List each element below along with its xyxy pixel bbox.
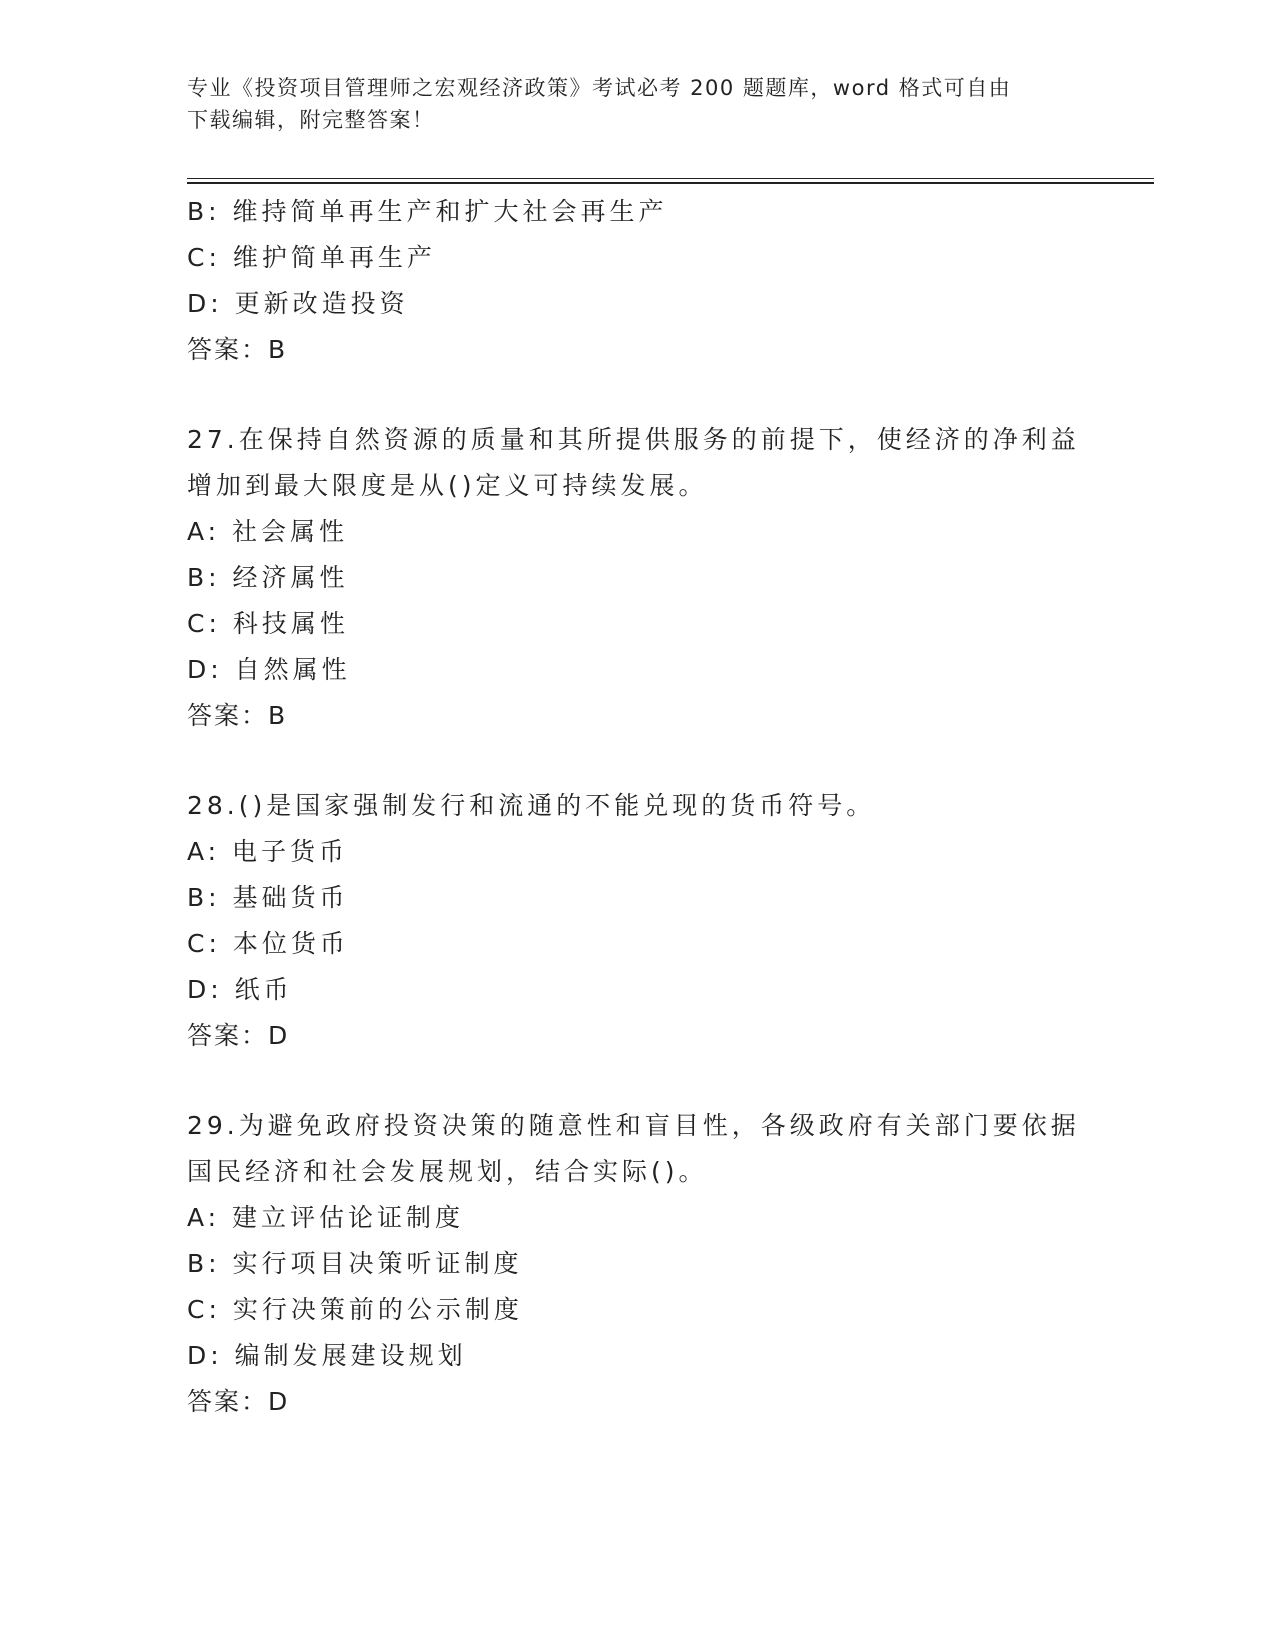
- document-header: [187, 72, 1087, 136]
- option-a: A: 电子货币: [187, 837, 349, 866]
- question-stem: 28.()是国家强制发行和流通的不能兑现的货币符号。: [187, 791, 876, 820]
- option-b: B: 维持简单再生产和扩大社会再生产: [187, 197, 668, 226]
- option-c: C: 科技属性: [187, 609, 349, 638]
- header-line-2: 下载编辑，附完整答案！: [187, 108, 435, 132]
- question-spacer: [187, 739, 1087, 783]
- option-d: D: 纸币: [187, 975, 293, 1004]
- option-b: B: 经济属性: [187, 563, 349, 592]
- header-divider-thick: [187, 182, 1154, 184]
- question-28: [187, 783, 1087, 1059]
- question-spacer: [187, 1059, 1087, 1103]
- option-a: A: 建立评估论证制度: [187, 1203, 465, 1232]
- option-d: D: 编制发展建设规划: [187, 1341, 467, 1370]
- question-26: [187, 189, 1087, 373]
- question-27: [187, 417, 1087, 739]
- question-list: [187, 189, 1087, 1425]
- question-stem-cont: 增加到最大限度是从()定义可持续发展。: [187, 471, 708, 500]
- answer: 答案：B: [187, 701, 288, 730]
- option-b: B: 实行项目决策听证制度: [187, 1249, 523, 1278]
- option-c: C: 实行决策前的公示制度: [187, 1295, 523, 1324]
- answer: 答案：B: [187, 335, 288, 364]
- question-stem: 27.在保持自然资源的质量和其所提供服务的前提下，使经济的净利益: [187, 425, 1080, 454]
- option-b: B: 基础货币: [187, 883, 349, 912]
- option-d: D: 更新改造投资: [187, 289, 409, 318]
- question-29: [187, 1103, 1087, 1425]
- question-spacer: [187, 373, 1087, 417]
- option-d: D: 自然属性: [187, 655, 351, 684]
- question-stem-cont: 国民经济和社会发展规划，结合实际()。: [187, 1157, 708, 1186]
- option-c: C: 维护简单再生产: [187, 243, 436, 272]
- option-c: C: 本位货币: [187, 929, 349, 958]
- option-a: A: 社会属性: [187, 517, 349, 546]
- header-line-1: 专业《投资项目管理师之宏观经济政策》考试必考 200 题题库，word 格式可自由: [187, 76, 1012, 100]
- answer: 答案：D: [187, 1021, 290, 1050]
- answer: 答案：D: [187, 1387, 290, 1416]
- header-divider-thin: [187, 178, 1154, 179]
- question-stem: 29.为避免政府投资决策的随意性和盲目性，各级政府有关部门要依据: [187, 1111, 1080, 1140]
